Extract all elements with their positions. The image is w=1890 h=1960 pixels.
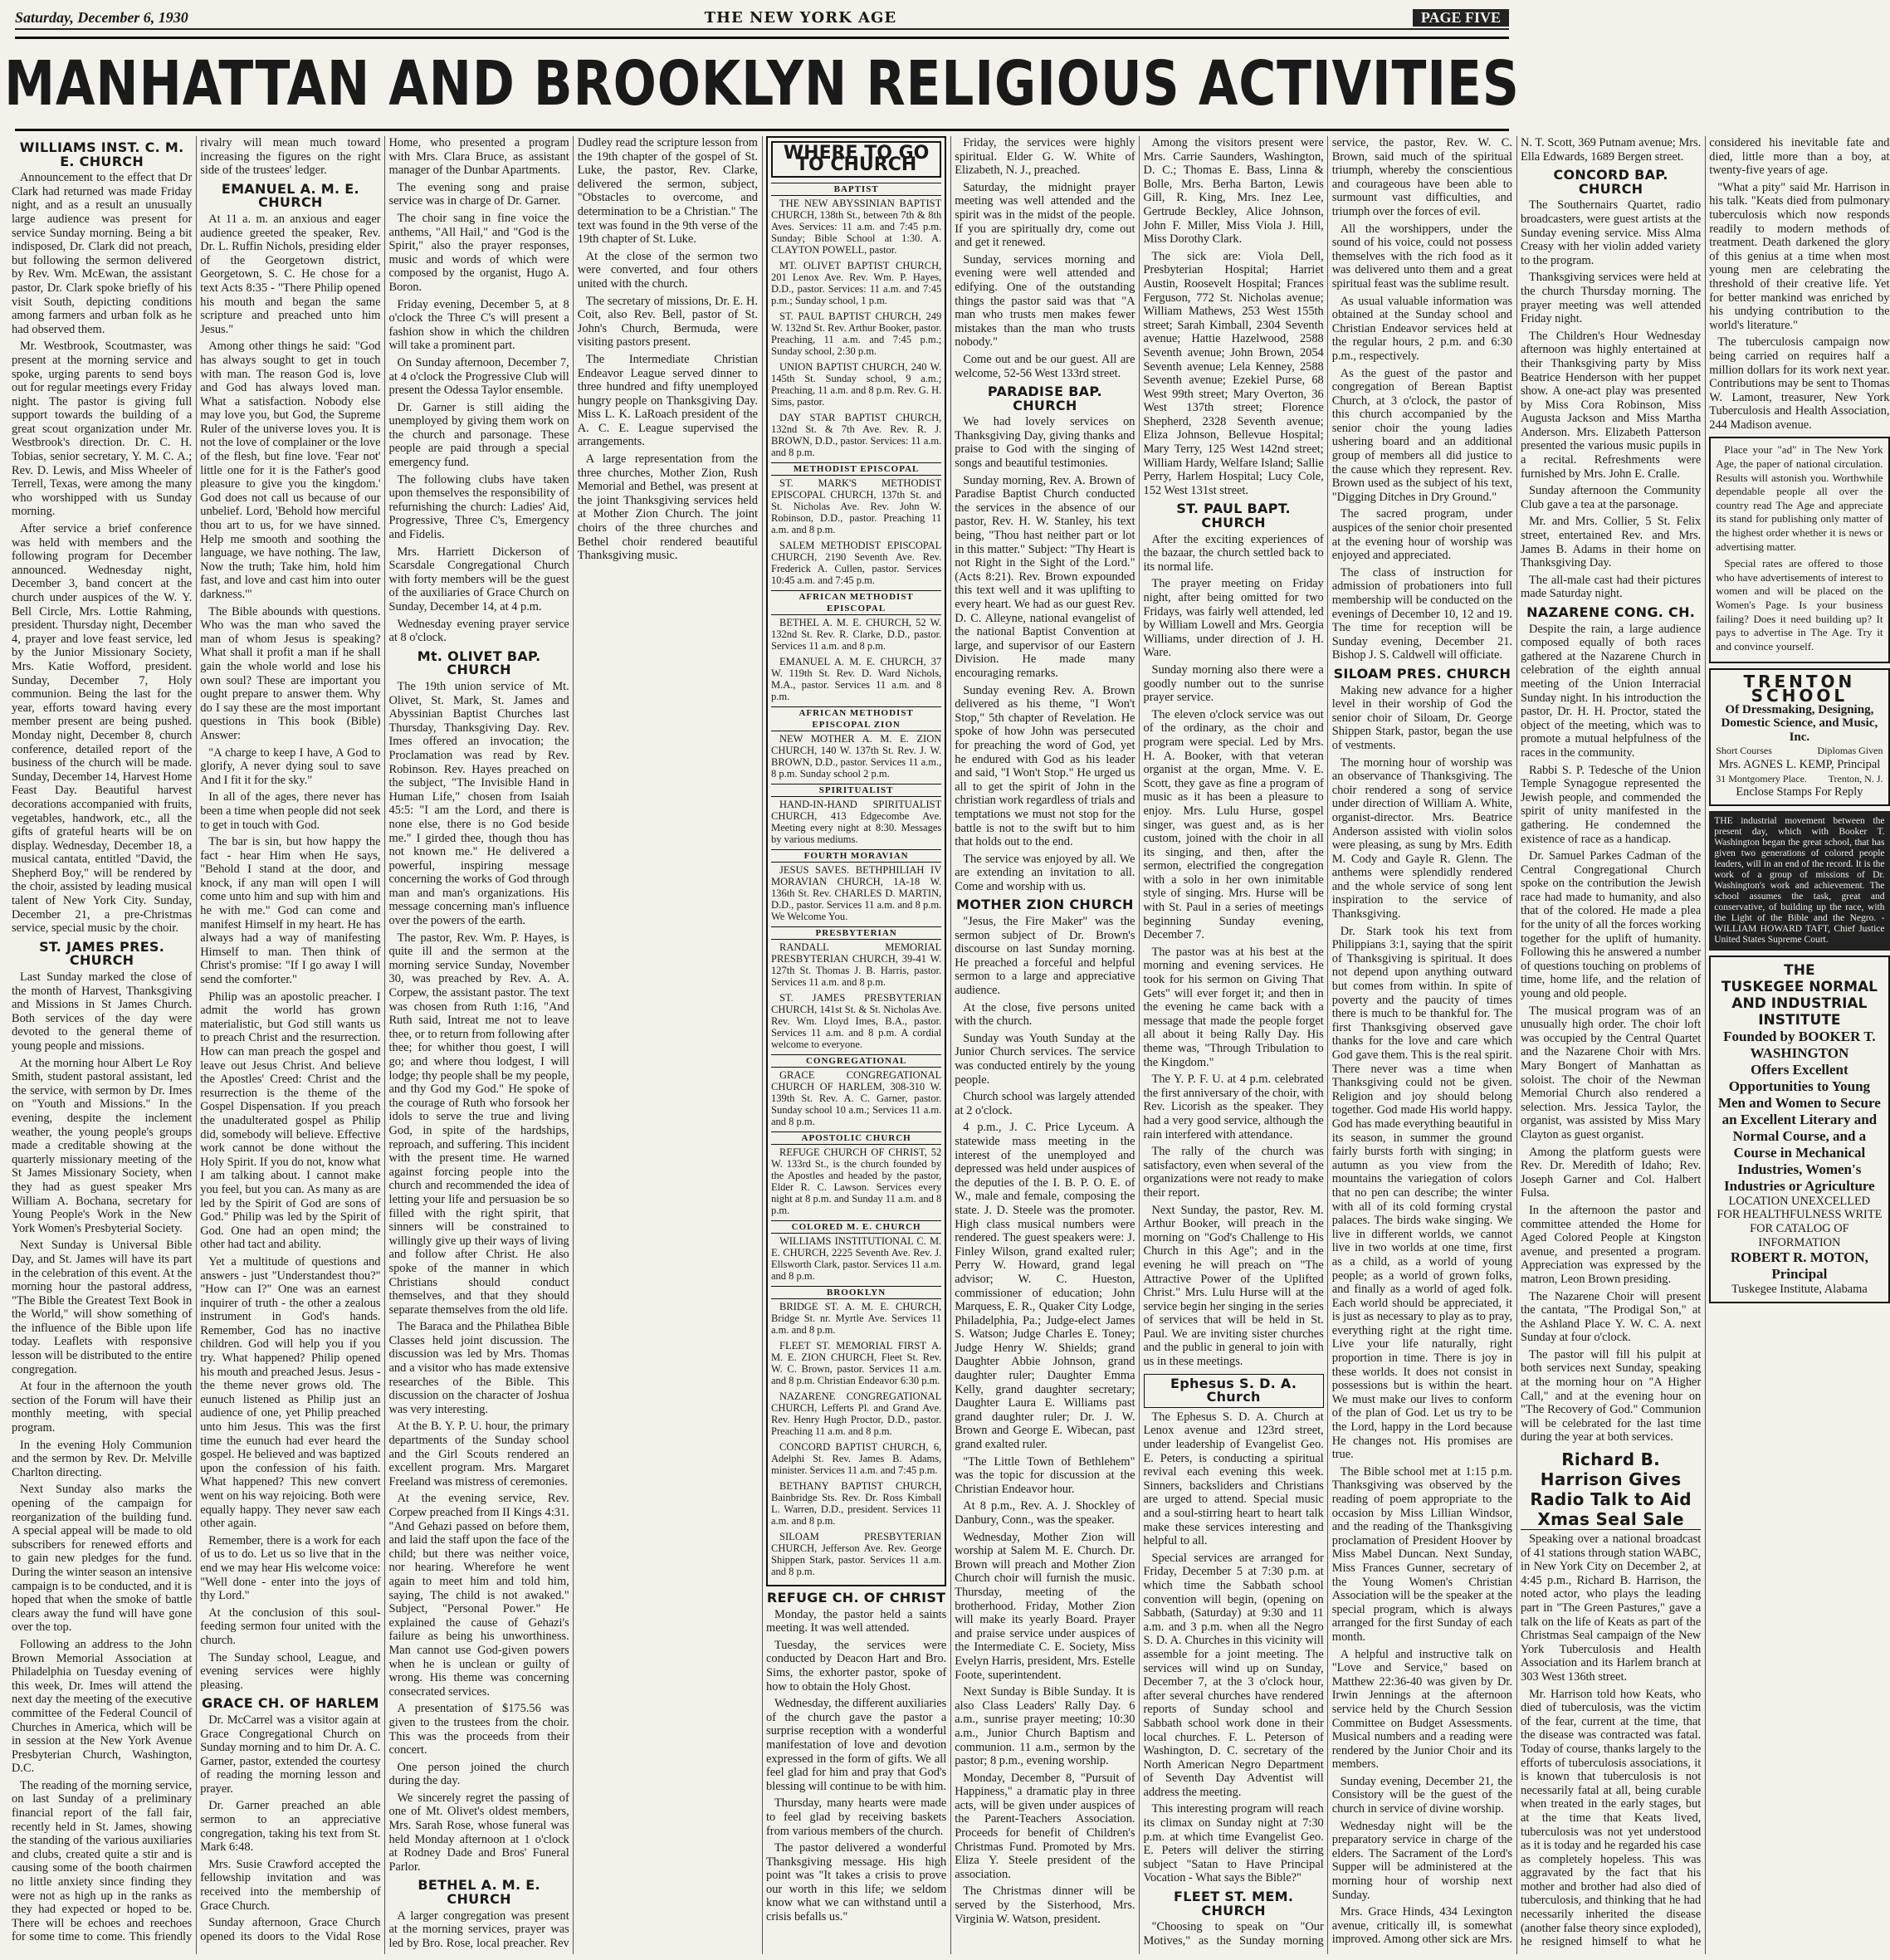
quote-text: THE industrial movement between the present day, which with Booker T. Washington began the great school, that has given two generations of colored people leaders, will in an end of the record. It is the work of a group of missions of Dr. Washington's work and achievement. The school assumes the task, great and conservative, of building up the race, with the Light of the Bible and the Negro. - WILLIAM HOWARD TAFT, Chief Justice United States Supreme Court. bbox=[1714, 815, 1885, 945]
directory-entry: THE NEW ABYSSINIAN BAPTIST CHURCH, 138th St., between 7th & 8th Aves. Services: 11 a.m. and 7:45 p.m. Sunday; Bible School at 1:30. A. CLAYTON POWELL, pastor. bbox=[771, 198, 942, 256]
directory-section-heading: COLORED M. E. CHURCH bbox=[771, 1220, 941, 1234]
article-headline: SILOAM PRES. CHURCH bbox=[1333, 665, 1512, 682]
article-paragraph: Dr. Garner preached an able sermon to an appreciative congregation, taking his text from St. Mark 6:48. bbox=[200, 1799, 381, 1855]
directory-entry: UNION BAPTIST CHURCH, 240 W. 145th St. Sunday school, 9 a.m.; Preaching, 11 a.m. and 8 p.m. Rev. G. H. Sims, pastor. bbox=[771, 361, 942, 408]
article-paragraph: Next Sunday is Universal Bible Day, and St. James will have its part in the celebration of this event. At the morning hour the pastoral address, "The Bible the Greatest Text Book in the World," will show something of the influence of the Bible upon life today. Leaflets with responsive lesson will be distributed to the entire congregation. bbox=[12, 1239, 193, 1376]
article-paragraph: Sunday evening, December 21, the Consistory will be the guest of the church in service of divine worship. bbox=[1331, 1774, 1512, 1816]
ad-short-courses: Short Courses bbox=[1716, 745, 1772, 757]
page-number: PAGE FIVE bbox=[1413, 9, 1509, 27]
directory-title: WHERE TO GO TO CHURCH bbox=[771, 141, 941, 178]
article-paragraph: The eleven o'clock service was out of the ordinary, as the choir and program were special. Led by Mrs. H. A. Booker, with that veteran organist at the organ, Mme. V. E. Scott, they gave as fine a program of music as it has been a pleasure to enjoy. Mrs. Lulu Hurse, gospel singer, was guest and, as is her custom, joined with the choir in all its singing, and then, after the sermon, electrified the congregation with a solo in her own inimitable style of singing. Mrs. Hurse will be with St. Paul in a series of meetings beginning Sunday evening, December 7. bbox=[1143, 707, 1324, 942]
article-paragraph: Mrs. Susie Crawford accepted the fellowship invitation and was received into the membership of Grace Church. bbox=[200, 1857, 381, 1913]
directory-entry: WILLIAMS INSTITUTIONAL C. M. E. CHURCH, 2225 Seventh Ave. Rev. J. Ellsworth Clark, pastor. Services 11 a.m. and 8 p.m. bbox=[771, 1235, 942, 1282]
article-paragraph: Dr. McCarrel was a visitor again at Grace Congregational Church on Sunday morning and to him Dr. A. C. Garner, pastor, extended the courtesy of reading the morning lesson and prayer. bbox=[200, 1713, 381, 1796]
article-paragraph: The following clubs have taken upon themselves the responsibility of refurnishing the church: Ladies' Aid, Progressive, Three C's, Emergency and Fidelis. bbox=[388, 472, 569, 542]
article-paragraph: The Bible abounds with questions. Who was the man who saved the man of whom Jesus is speaking? What shall it profit a man if he shall gain the whole world and lose his own soul? These are important you ought prepare to answer them. Why do I say these are the most important questions in This book (Bible) Answer: bbox=[200, 604, 381, 742]
article-paragraph: A presentation of $175.56 was given to the trustees from the choir. This was the proceeds from their concert. bbox=[388, 1702, 569, 1757]
article-concord bbox=[1521, 169, 1701, 601]
paper-name: THE NEW YORK AGE bbox=[704, 8, 897, 27]
article-headline: PARADISE BAP. CHURCH bbox=[987, 384, 1102, 413]
directory-entry: BETHANY BAPTIST CHURCH, Bainbridge Sts. Rev. Dr. Ross Kimball L. Warren, D.D., president. Services 11 a.m. and 8 p.m. bbox=[771, 1480, 942, 1527]
article-paragraph: The reading of the morning service, on last Sunday of a preliminary financial report of the fall fair, recently held in St. James, showing the standing of the various auxiliaries and clubs, created quite a stir and is causing some of the booth chairmen no little anxiety since finding they were not as high up in the ranks as they had expected or hoped to be. There will be echoes and reechoes for some time to come. This friendly rivalry will mean much toward increasing the figures on the right side of the trustees' ledger. bbox=[12, 136, 381, 1944]
article-paragraph: At the close of the sermon two were converted, and four others united with the church. bbox=[577, 249, 758, 291]
article-paragraph: As usual valuable information was obtained at the Sunday school and Christian Endeavor services held at the regular hours, 2 p.m. and 6:30 p.m., respectively. bbox=[1331, 294, 1512, 363]
article-paragraph: The bar is sin, but how happy the fact - hear Him when He says, "Behold I stand at the door, and knock, if any man will open I will come unto him and sup with him and he with me." God can come and manifest Himself in my heart. He has always had a way of manifesting Himself to man. Then think of Christ's promise: "If I go away I will send the comforter." bbox=[200, 835, 381, 987]
article-paragraph: The sick are: Viola Dell, Presbyterian Hospital; Harriet Austin, Roosevelt Hospital; Frances Ferguson, 772 St. Nicholas avenue; William Mathews, 253 West 155th street; Sarah Kimball, 2304 Seventh avenue; Hattie Hazelwood, 2588 Seventh avenue; John Brown, 2054 Seventh avenue; Lela Kenney, 2588 Seventh avenue; Ezekiel Purse, 68 West 99th street; Mary Overton, 36 West 137th street; Florence Shepherd, 2328 Seventh avenue; Eliza Johnson, Bellevue Hospital; Mary Terry, 125 West 142nd street; William Hardy, Welfare Island; Sallie Perry, Harlem Hospital; Lucy Cole, 152 West 131st street. bbox=[1143, 249, 1324, 497]
article-paragraph: Monday, December 8, "Pursuit of Happiness," a dramatic play in three acts, will be given under auspices of the Parent-Teachers Association. Proceeds for benefit of Children's Christmas Fund. Promoted by Mrs. Eliza Y. Steele president of the association. bbox=[955, 1771, 1135, 1881]
directory-section-congregational bbox=[771, 1054, 941, 1127]
article-headline: EMANUEL A. M. E. CHURCH bbox=[221, 180, 359, 211]
article-paragraph: Wednesday, the different auxiliaries of the church gave the pastor a surprise reception with a wonderful manifestation of love and devotion expressed in the form of gifts. We all feel glad for him and pray that God's blessing will continue to be with him. bbox=[766, 1697, 947, 1793]
taft-quote-box bbox=[1709, 811, 1889, 951]
directory-section-heading: CONGREGATIONAL bbox=[771, 1054, 941, 1068]
directory-entry: SALEM METHODIST EPISCOPAL CHURCH, 2190 Seventh Ave. Rev. Frederick A. Cullen, pastor. Services 10:45 a.m. and 7:45 p.m. bbox=[771, 540, 942, 586]
directory-section-apostolic bbox=[771, 1132, 941, 1216]
masthead bbox=[15, 7, 1509, 30]
article-paragraph: Mr. and Mrs. Collier, 5 St. Felix street, entertained Rev. and Mrs. James B. Adams in their home on Thanksgiving Day. bbox=[1521, 515, 1702, 570]
article-paragraph: Dr. Garner is still aiding the unemployed by giving them work on the church and parsonage. These people are paid through a special emergency fund. bbox=[388, 400, 569, 470]
article-headline: MOTHER ZION CHURCH bbox=[956, 897, 1134, 913]
article-paragraph: The pastor was at his best at the morning and evening services. He took for his sermon on Giving That Gets" will ever forget it; and then in the evening he came back with a message that made the people forget all about it being Rally Day. His theme was, "Through Tribulation to the Kingdom." bbox=[1143, 945, 1324, 1069]
directory-section-brooklyn bbox=[771, 1286, 941, 1577]
article-paragraph: The prayer meeting on Friday night, after being omitted for two Fridays, was fairly well attended, led by William Lowell and Mrs. Georgia Williams, under direction of J. H. Ware. bbox=[1143, 577, 1324, 660]
article-ephesus bbox=[1144, 1374, 1324, 1885]
directory-section-ame bbox=[771, 590, 941, 702]
issue-date: Saturday, December 6, 1930 bbox=[15, 8, 188, 26]
article-paragraph: The pastor delivered a wonderful Thanksgiving message. His high point was "It takes a crisis to prove our worth in this life; we seldom know what we can withstand until a crisis befalls us." bbox=[766, 1841, 947, 1924]
article-paragraph: The Bible school met at 1:15 p.m. Thanksgiving was observed by the reading of poem appropriate to the occasion by Miss Lillian Windsor, and the reading of the Thanksgiving proclamation of President Hoover by Miss Mabel Duncan. Next Sunday, Miss Frances Gunner, secretary of the Young Women's Christian Association will be the speaker at the special program, which is always arranged for the first Sunday of each month. bbox=[1331, 1464, 1512, 1644]
article-paragraph: Following an address to the John Brown Memorial Association at Philadelphia on Tuesday evening of this week, Dr. Imes will attend the next day the meeting of the executive committee of the Federal Council of Churches in America, which will be in session at the New York Avenue Presbyterian Church, Washington, D.C. bbox=[12, 1637, 193, 1776]
article-headline: ST. PAUL BAPT. CHURCH bbox=[1176, 501, 1291, 531]
ad-principal: Mrs. AGNES L. KEMP, Principal bbox=[1718, 757, 1881, 771]
article-paragraph: "A charge to keep I have, A God to glorify, A never dying soul to save And I fit it for the sky." bbox=[200, 745, 381, 787]
article-paragraph: At four in the afternoon the youth section of the Forum will have their monthly meeting, with special program. bbox=[12, 1380, 193, 1435]
article-emanuel bbox=[200, 180, 381, 1693]
page-banner bbox=[4, 37, 1520, 131]
article-paragraph: Last Sunday marked the close of the month of Harvest, Thanksgiving and Missions in St James Church. Both services of the day were devoted to the general theme of young people and missions. bbox=[12, 970, 193, 1053]
directory-section-heading: AFRICAN METHODIST EPISCOPAL bbox=[771, 590, 941, 615]
ad-row bbox=[1716, 772, 1883, 786]
article-paragraph: We had lovely services on Thanksgiving Day, giving thanks and praise to God with the singing of songs and beautiful testimonies. bbox=[955, 415, 1135, 471]
directory-section-heading: APOSTOLIC CHURCH bbox=[771, 1132, 941, 1145]
article-paragraph: The 19th union service of Mt. Olivet, St. Mark, St. James and Abyssinian Baptist Churches last Thursday, Thanksgiving Day. Rev. Imes offered an invocation; the Proclamation was read by Rev. Robinson. Rev. Hayes preached on the subject, "The Invisible Hand in Human Life," chosen from Isaiah 45:5: "I am the Lord, and there is none else, there is no God beside me." I girded thee, though thou has not known me." He delivered a powerful, inspiring message concerning the works of God through man and man's organizations. His message concerning man's influence over the powers of the earth. bbox=[388, 679, 569, 928]
article-headline: Ephesus S. D. A. Church bbox=[1144, 1374, 1324, 1408]
article-paragraph: Yet a multitude of questions and answers - just "Understandest thou?" "How can I?" One was an earnest inquirer of truth - the other a zealous instrument in God's hands. Remember, God has no inactive children. God will help you if you try. What happened? Philip opened his mouth and preached Jesus. Jesus - the theme never grows old. The eunuch listened as Philip just an audience of one, yet Philip preached unto him Jesus. This was the first time the eunuch had ever heard the gospel. He believed and was baptized upon the confession of his faith. What happened? This new convert went on his way rejoicing. Both were equally happy. They never saw each other again. bbox=[200, 1254, 381, 1531]
article-paragraph: The Christmas dinner will be served by the Sisterhood, Mrs. Virginia W. Watson, president. bbox=[955, 1884, 1135, 1926]
ad-principal: ROBERT R. MOTON, Principal bbox=[1730, 1249, 1868, 1283]
article-paragraph: Sunday evening Rev. A. Brown delivered as his theme, "I Won't Stop," 5th chapter of Revelation. He spoke of how John was persecuted for preaching the word of God, yet he endured with God as his leader and said, "I Won't Stop." He urged us all to get the spirit of John in the christian work regardless of trials and temptations we must not stop for the battle is not to the swift but to him that holds out to the end. bbox=[955, 683, 1135, 849]
article-paragraph: A large representation from the three churches, Mother Zion, Rush Memorial and Bethel, was present at the joint Thanksgiving services held at Mother Zion Church. The joint choirs of the three churches and Bethel choir rendered beautiful Thanksgiving music. bbox=[577, 452, 758, 563]
article-paragraph: After the exciting experiences of the bazaar, the church settled back to its normal life. bbox=[1143, 532, 1324, 574]
article-paragraph: "The Little Town of Bethlehem" was the topic for discussion at the Christian Endeavor hour. bbox=[955, 1454, 1135, 1496]
article-paragraph: The Children's Hour Wednesday afternoon was highly entertained at their Thanksgiving party by Miss Beatrice Henderson with her puppet show. A one-act play was presented by Miss Cora Robinson, Miss Augusta Jackson and Miss Martha Anderson. Mrs. Elizabeth Patterson presented the various music pupils in a recital. Refreshments were furnished by Mrs. John E. Cralle. bbox=[1521, 329, 1702, 481]
directory-entry: EMANUEL A. M. E. CHURCH, 37 W. 119th St. Rev. D. Ward Nichols, M.A., pastor. Services 11 a.m. and 8 p.m. bbox=[771, 656, 942, 702]
article-paragraph: Sunday was Youth Sunday at the Junior Church services. The service was conducted entirely by the young people. bbox=[955, 1031, 1135, 1087]
ad-the: THE bbox=[1784, 961, 1815, 979]
article-paragraph: Sunday morning, Rev. A. Brown of Paradise Baptist Church conducted the services in the absence of our pastor, Rev. H. W. Stanley, his text being, "Thou hast neither part or lot in this matter." Subject: "Thy Heart is not Right in the Sight of the Lord." (Acts 8:21). Rev. Brown expounded this text well and it was uplifting to every heart. We had as our guest Rev. D. C. Alleyne, national evangelist of the national Baptist Convention at large, and supervisor of our Eastern Division. He made many encouraging remarks. bbox=[955, 473, 1135, 680]
directory-section-baptist bbox=[771, 183, 941, 458]
article-paragraph: Sunday, services morning and evening were well attended and edifying. One of the outstanding things the pastor said was that "A man who trusts men makes fewer mistakes than the man who trusts nobody." bbox=[955, 252, 1135, 349]
article-paragraph: Rabbi S. P. Tedesche of the Union Temple Synagogue represented the Jewish people, and commended the spirit of unity manifested in the gathering. He condemned the existence of race as a handicap. bbox=[1521, 763, 1702, 846]
ad-offers: Offers Excellent Opportunities to Young Men and Women to Secure an Excellent Literary and Normal Course, and a Course in Mechanical Industries, Women's Industries or Agriculture bbox=[1717, 1061, 1881, 1194]
directory-entry: ST. PAUL BAPTIST CHURCH, 249 W. 132nd St. Rev. Arthur Booker, pastor. Preaching, 11 a.m. and 7:45 p.m.; Sunday school, 2:30 p.m. bbox=[771, 310, 942, 357]
article-paragraph: Thursday, many hearts were made to feel glad by receiving baskets from various members of the church. bbox=[766, 1796, 947, 1838]
directory-section-heading: SPIRITUALIST bbox=[771, 784, 941, 797]
article-paragraph: The choir sang in fine voice the anthems, "All Hail," and "God is the Spirit," also the prayer responses, music and words of which were composed by the organist, Hugo A. Boron. bbox=[388, 211, 569, 294]
article-paragraph: One person joined the church during the day. bbox=[388, 1760, 569, 1788]
article-headline: FLEET ST. MEM. CHURCH bbox=[1174, 1889, 1294, 1918]
article-paragraph: We sincerely regret the passing of one of Mt. Olivet's oldest members, Mrs. Sarah Rose, whose funeral was held Monday afternoon at 1 o'clock at Rodney Dade and Bros' Funeral Parlor. bbox=[388, 1791, 569, 1874]
article-paragraph: Friday, the services were highly spiritual. Elder G. W. White of Elizabeth, N. J., preached. bbox=[955, 136, 1135, 178]
ad-note: Enclose Stamps For Reply bbox=[1736, 785, 1863, 799]
article-headline: NAZARENE CONG. CH. bbox=[1526, 604, 1696, 620]
article-st-paul bbox=[1144, 502, 1324, 1368]
article-paragraph: The sacred program, under auspices of the senior choir presented at the evening hour of worship was enjoyed and appreciated. bbox=[1331, 507, 1512, 563]
ad-city: Trenton, N. J. bbox=[1828, 772, 1883, 784]
article-paragraph: Mr. Westbrook, Scoutmaster, was present at the morning service and spoke, urging parents to send boys out for regular meetings every Friday night. The pastor is giving full support towards the building of a great scout organization under Mr. Westbrook's direction. Dr. C. H. Tobias, senior secretary, Y. M. C. A.; Rev. D. Lewis, and Miss Wheeler of Terrell, Texas, were among the many who worshipped with us Sunday morning. bbox=[12, 340, 193, 519]
article-paragraph: This interesting program will reach its climax on Sunday night at 7:30 p.m. at which time Evangelist Geo. E. Peters will deliver the stirring subject "Satan to Have Principal Vocation - What says the Bible?" bbox=[1143, 1802, 1324, 1885]
directory-entry: DAY STAR BAPTIST CHURCH, 132nd St. & 7th Ave. Rev. R. J. BROWN, D.D., pastor. Services: 11 a.m. and 8 p.m. bbox=[771, 412, 942, 458]
article-paragraph: "What a pity" said Mr. Harrison in his talk. "Keats died from pulmonary tuberculosis which now responds readily to modern methods of treatment. Death darkened the glory of this genius at a time when most young men are celebrating the threshold of their creative life. Yet for better mankind was enriched by his undying contribution to the world's literature." bbox=[1709, 180, 1890, 332]
notice-text: Special rates are offered to those who have advertisements of interest to women and will be placed on the Women's Page. Is your business failing? Does it need building up? It pays to advertise in The Age. Try it and convince yourself. bbox=[1716, 557, 1883, 653]
article-paragraph: The evening song and praise service was in charge of Dr. Garner. bbox=[388, 180, 569, 208]
article-paragraph: The all-male cast had their pictures made Saturday night. bbox=[1521, 573, 1702, 601]
article-paragraph: A helpful and instructive talk on "Love and Service," based on Matthew 22:36-40 was given by Dr. Irwin Jennings at the afternoon service held by the Church Session Committee on Budget Assessments. Musical numbers and a reading were rendered by the Junior Choir and its members. bbox=[1331, 1647, 1512, 1772]
directory-entry: SILOAM PRESBYTERIAN CHURCH, Jefferson Ave. Rev. George Shippen Stark, pastor. Services 11 a.m. and 8 p.m. bbox=[771, 1531, 942, 1577]
article-paragraph: Monday, the pastor held a saints meeting. It was well attended. bbox=[766, 1607, 947, 1635]
article-paragraph: Sunday morning also there were a goodly number out to the sunrise prayer service. bbox=[1143, 662, 1324, 705]
trenton-school-ad bbox=[1709, 668, 1889, 805]
directory-section-heading: PRESBYTERIAN bbox=[771, 926, 941, 940]
article-paragraph: At 11 a. m. an anxious and eager audience greeted the speaker, Rev. Dr. L. Ruffin Nichols, presiding elder of the Georgetown district, Georgetown, S. C. He chose for a text Acts 8:35 - "There Philip opened his mouth and began the same scripture and preached unto him Jesus." bbox=[200, 212, 381, 336]
article-headline: GRACE CH. OF HARLEM bbox=[201, 1695, 379, 1712]
article-paragraph: At the conclusion of this soul-feeding sermon four united with the church. bbox=[200, 1606, 381, 1647]
article-paragraph: Next Sunday, the pastor, Rev. M. Arthur Booker, will preach in the morning on "God's Challenge to His Church in this Age"; and in the evening he will preach on "The Attractive Power of the Uplifted Christ." Mrs. Lulu Hurse will at the service begin her singing in the series of services that will be held in St. Paul. We are inviting sister churches and the public in general to join with us in these meetings. bbox=[1143, 1203, 1324, 1369]
directory-entry: RANDALL MEMORIAL PRESBYTERIAN CHURCH, 39-41 W. 127th St. Thomas J. B. Harris, pastor. Services 11 a.m. and 8 p.m. bbox=[771, 941, 942, 988]
article-olivet bbox=[389, 650, 569, 1874]
article-paragraph: In all of the ages, there never has been a time when people did not seek to get in touch with God. bbox=[200, 790, 381, 832]
article-headline: BETHEL A. M. E. CHURCH bbox=[418, 1877, 540, 1908]
article-paragraph: Come out and be our guest. All are welcome, 52-56 West 133rd street. bbox=[955, 352, 1135, 380]
article-paragraph: Remember, there is a work for each of us to do. Let us so live that in the end we may hear His welcome voice: "Well done - enter into the joys of thy Lord." bbox=[200, 1533, 381, 1603]
article-paragraph: Wednesday night will be the preparatory service in charge of the elders. The Sacrament of the Lord's Supper will be administered at the morning hour of worship next Sunday. bbox=[1331, 1819, 1512, 1902]
article-paragraph: Speaking over a national broadcast of 41 stations through station WABC, in New York City on December 2, at 4:45 p.m., Richard B. Harrison, the noted actor, who plays the leading part in "The Green Pastures," gave a talk on the life of Keats as part of the Christmas Seal campaign of the New York Tuberculosis and Health Association and its Harlem branch at 303 West 136th street. bbox=[1521, 1532, 1702, 1684]
directory-section-heading: BAPTIST bbox=[771, 183, 941, 196]
article-paragraph: Dr. Stark took his text from Philippians 3:1, saying that the spirit of Thanksgiving is spiritual. It does not depend upon anything outward but comes from within. In spite of poverty and the paucity of times there is much to be thankful for. The first Thanksgiving observed gave thanks for the love and care which God gave them. This is the real spirit. There never was a time when Thanksgiving could not be given. Religion and joy should belong together. God made His world happy. God has made everything beautiful in its season, in summer the ground fairly bursts forth with singing; in autumn as you view from the mountains the variegation of colors that no pen can describe; the winter with all of its cold forming crystal palaces. The birds wake singing. We live in different worlds, we cannot live in two worlds at one time, first as a child, as a world of young people; as a world of grown folks, and finally as a world of aged folk. Each world should be appreciated, it is just as necessary to play as to pray, everything right at the right time. Live your life naturally, right proportion in time. There is joy in these worlds. It does not consist in possessions but is within the heart. We must make our lives to conform of the plan of God. Let us try to be the Lord, happy in the Lord because He changes not. His promises are true. bbox=[1331, 924, 1512, 1462]
article-paragraph: On Sunday afternoon, December 7, at 4 o'clock the Progressive Club will present the Odessa Taylor ensemble. bbox=[388, 355, 569, 398]
article-paragraph: As the guest of the pastor and congregation of Berean Baptist Church, at 3 o'clock, the pastor of this church accompanied by the senior choir the young ladies ushering board and an additional group of members all did justice to the cause which they represent. Rev. Brown used as the subject of his text, "Digging Ditches in Dry Ground." bbox=[1331, 366, 1512, 504]
article-nazarene bbox=[1521, 606, 1701, 1444]
article-paragraph: Mr. Harrison told how Keats, who died of tuberculosis, was the victim of the fear, current at the time, that the disease was contracted was fatal. Today of course, thanks largely to the efforts of tuberculosis associations, it is known that tuberculosis is not necessarily fatal at all, being curable when treated in the early stages, but at the time that Keats lived, tuberculosis was not yet understood as it is today and he regarded his case as completely hopeless. This was aggravated by the fact that his mother and brother had also died of tuberculosis, and thinking that he had necessarily inherited the disease (another false theory since exploded), he resigned himself to what he considered his inevitable fate and died, little more than a boy, at twenty-five years of age. bbox=[1521, 136, 1890, 1949]
article-paragraph: Tuesday, the services were conducted by Deacon Hart and Bro. Sims, the exhorter pastor, spoke of how to obtain the Holy Ghost. bbox=[766, 1638, 947, 1694]
article-paragraph: The Sunday school, League, and evening services were highly pleasing. bbox=[200, 1650, 381, 1692]
article-paragraph: The musical program was of an unusually high order. The choir loft was occupied by the Central Quartet and the Nazarene Choir with Mrs. Mary Bongert of Manhattan as soloist. The choir of the Newman Memorial Church also rendered a selection. Mrs. Jessica Taylor, the organist, was assisted by Miss Mary Clayton as guest organist. bbox=[1521, 1004, 1702, 1141]
article-paragraph: 4 p.m., J. C. Price Lyceum. A statewide mass meeting in the interest of the unemployed and depressed was held under auspices of the deputies of the I. B. P. O. E. of W., male and female, composing the state. J. D. Steele was the promoter. High class musical numbers were rendered. The guest speakers were: J. Finley Wilson, grand exalted ruler; Perry W. Howard, grand legal advisor; W. C. Hueston, commissioner of education; John Marquess, E. R., Quaker City Lodge, Philadelphia, Pa.; Judge-elect James S. Watson; Judge Charles E. Toney; Judge Henry W. Shields; grand Daughter Abbie Johnson, grand daughter ruler; Daughter Emma Kelly, grand daughter secretary; Daughter Laura E. Williams past grand daughter ruler; Dr. J. W. Brown and George E. Wibecan, past grand exalted ruler. bbox=[955, 1121, 1135, 1452]
article-paradise bbox=[955, 385, 1135, 893]
article-paragraph: In the evening Holy Communion and the sermon by Rev. Dr. Melville Charlton directing. bbox=[12, 1438, 193, 1479]
article-paragraph: Special services are arranged for Friday, December 5 at 7:30 p.m. at which time the Sabbath school convention will begin, (opening on Sabbath, (Saturday) at 9:30 and 11 a.m. and 3 p.m. when all the Negro S. D. A. Churches in this vicinity will assemble for a joint meeting. The services will wind up on Sunday, December 7, at the 3 o'clock hour, after several churches have rendered reports of Sunday school and Sabbath school work done in their local churches. F. L. Peterson of Washington, D. C. secretary of the North American Negro Department of Seventh Day Adventist will address the meeting. bbox=[1143, 1551, 1324, 1799]
article-paragraph: In the afternoon the pastor and committee attended the Home for Aged Colored People at Kingston avenue, and presented a program. Appreciation was expressed by the matron, Leon Brown presiding. bbox=[1521, 1203, 1702, 1286]
directory-section-heading: METHODIST EPISCOPAL bbox=[771, 462, 941, 476]
tuskegee-ad bbox=[1709, 956, 1889, 1303]
article-paragraph: Among other things he said: "God has always sought to get in touch with man. The reason God is, love and God has always loved man. What a satisfaction. Nobody else may love you, but God, the Supreme Ruler of the universe loves you. It is not the love of complainer or the love of the flesh, but fine love. 'Fear not' little one for it is the Father's good pleasure to give you the kingdom.' God does not call us because of our unbelief. Lord, 'Behold how merciful thou art to us, for we have sinned. Help me smooth and soothing the language, we have nothing. The law, Now the truth; Take him, hold him fast, and love and cast him into outer darkness.'" bbox=[200, 340, 381, 601]
directory-section-moravian bbox=[771, 849, 941, 922]
ad-address: 31 Montgomery Place. bbox=[1716, 772, 1807, 784]
directory-entry: ST. JAMES PRESBYTERIAN CHURCH, 141st St. & St. Nicholas Ave. Rev. Wm. Lloyd Imes, B.A., pastor. Services 11 a.m. and 8 p.m. A cordial welcome to everyone. bbox=[771, 992, 942, 1050]
directory-entry: GRACE CONGREGATIONAL CHURCH OF HARLEM, 308-310 W. 139th St. Rev. A. C. Garner, pastor. Sunday school 10 a.m.; Services 11 a.m. and 8 p.m. bbox=[771, 1069, 942, 1127]
article-paragraph: The secretary of missions, Dr. E. H. Coit, also Rev. Bell, pastor of St. John's Church, Bermuda, were visiting pastors present. bbox=[577, 294, 758, 349]
article-paragraph: Among the visitors present were Mrs. Carrie Saunders, Washington, D. C.; Thomas E. Bass, Linna & Bolle, Mrs. Berha Barton, Lewis Gill, R. King, Mrs. Inez Lee, Gertrude Beckley, Alice Johnson, John F. Miller, Miss Viola J. Hill, Miss Dorothy Clark. bbox=[1143, 136, 1324, 247]
article-paragraph: The Baraca and the Philathea Bible Classes held joint discussion. The discussion was led by Mrs. Thomas and a visitor who has made extensive researches of the Bible. This discussion on the character of Joshua was very interesting. bbox=[388, 1320, 569, 1416]
article-paragraph: Church school was largely attended at 2 o'clock. bbox=[955, 1090, 1135, 1117]
directory-section-spiritualist bbox=[771, 784, 941, 845]
article-paragraph: Announcement to the effect that Dr Clark had returned was made Friday night, and as a result an unusually large audience was present for service Sunday morning. Being a bit indisposed, Dr. Clark did not preach, but following the sermon delivered by Rev. Wm. McEwan, the assistant pastor, Dr. Clark spoke briefly of his visit South, depicting conditions among farmers and urban folk as he had observed them. bbox=[12, 171, 193, 336]
article-paragraph: Dr. Samuel Parkes Cadman of the Central Congregational Church spoke on the contribution the Jewish race had made to humanity, and also that of the colored. He made a plea for the unity of all the forces working together for the uplift of humanity. Following this he answered a number of questions touching on problems of time, home life, and the relation of young and old people. bbox=[1521, 849, 1702, 1001]
article-paragraph: The service was enjoyed by all. We are extending an invitation to all. Come and worship with us. bbox=[955, 852, 1135, 893]
article-paragraph: The pastor will fill his pulpit at both services next Sunday, speaking at the morning hour on "A Higher Call," and at the evening hour on "The Recovery of God." Communion will be celebrated for the last time during the year at both services. bbox=[1521, 1347, 1702, 1444]
article-headline: CONCORD BAP. CHURCH bbox=[1553, 167, 1668, 197]
article-paragraph: Making new advance for a higher level in their worship of God the senior choir of Siloam, Dr. George Shippen Stark, pastor, began the use of vestments. bbox=[1331, 683, 1512, 752]
article-paragraph: At the evening service, Rev. Corpew preached from II Kings 4:31. "And Gehazi passed on before them, and laid the staff upon the face of the child; but there was neither voice, nor hearing. Wherefore he went again to meet him and told him, saying, The child is not awaked." Subject, "Personal Power." He explained the cause of Gehazi's failure as being his unworthiness. Man cannot use God-given powers when he is unclean or guilty of wrong. His theme was concerning consecrated services. bbox=[388, 1492, 569, 1699]
directory-section-amez bbox=[771, 706, 941, 780]
directory-entry: JESUS SAVES. BETHPHILIAH IV MORAVIAN CHURCH, 1A-18 W. 136th St. Rev. CHARLES D. MARTIN, D.D., pastor. Services 11 a.m. and 8 p.m. We Welcome You. bbox=[771, 864, 942, 922]
directory-section-heading: AFRICAN METHODIST EPISCOPAL ZION bbox=[771, 706, 941, 731]
article-paragraph: Philip was an apostolic preacher. I admit the world has grown materialistic, but God still wants us to preach Christ and the resurrection. How can man preach the gospel and leave out Jesus Christ. And believe the Apostles' Creed: Christ and the resurrection is the theme of the Gospel Dispensation. If you preach the unadulterated gospel as Philip did, somebody will believe. Effective work cannot be done without the Holy Spirit. If you do not, know what I am talking about. I cannot make you feel, but you can. As many as are led by the Spirit of God are sons of God." Philip was led by the Spirit of God. One had an open mind; the other had tact and ability. bbox=[200, 990, 381, 1252]
article-headline: WILLIAMS INST. C. M. E. CHURCH bbox=[19, 139, 184, 169]
article-paragraph: At 8 p.m., Rev. A. J. Shockley of Danbury, Conn., was the speaker. bbox=[955, 1499, 1135, 1527]
article-paragraph: Next Sunday also marks the opening of the campaign for reorganization of the building fund. A special appeal will be made to old subscribers for renewed efforts and to gain new pledges for the fund. During the winter season an intensive campaign is to be conducted, and it is hoped that when the smoke of battle clears away the fund will have gone over the top. bbox=[12, 1483, 193, 1635]
ad-founder: Founded by BOOKER T. WASHINGTON bbox=[1723, 1028, 1876, 1061]
article-paragraph: "Choosing to speak on "Our Motives," as the Sunday morning service, the pastor, Rev. W. C. Brown, said much of the spiritual triumph, whereby the conscientious and courageous have been able to surmount vast difficulties, and triumph over the forces of evil. bbox=[1143, 136, 1512, 1948]
article-paragraph: The Southernairs Quartet, radio broadcasters, were guest artists at the Sunday evening service. Miss Alma Creasy with her violin added variety to the program. bbox=[1521, 198, 1702, 267]
directory-entry: CONCORD BAPTIST CHURCH, 6, Adelphi St. Rev. James B. Adams, minister. Services 11 a.m. and 7:45 p.m. bbox=[771, 1441, 942, 1476]
ad-diplomas: Diplomas Given bbox=[1817, 745, 1883, 757]
article-columns bbox=[12, 136, 1890, 1954]
article-paragraph: The tuberculosis campaign now being carried on requires half a million dollars for its work next year. Contributions may be sent to Thomas W. Lamont, treasurer, New York Tuberculosis and Health Association, 244 Madison avenue. bbox=[1709, 335, 1890, 432]
banner-title: MANHATTAN AND BROOKLYN RELIGIOUS ACTIVITIES bbox=[4, 48, 1520, 120]
ad-subtitle: Of Dressmaking, Designing, Domestic Science, and Music, Inc. bbox=[1721, 702, 1878, 744]
article-paragraph: The Nazarene Choir will present the cantata, "The Prodigal Son," at the Ashland Place Y. W. C. A. next Sunday at four o'clock. bbox=[1521, 1289, 1702, 1345]
article-paragraph: Wednesday evening prayer service at 8 o'clock. bbox=[388, 617, 569, 645]
directory-entry: HAND-IN-HAND SPIRITUALIST CHURCH, 413 Edgecombe Ave. Meeting every night at 8:30. Messages by various mediums. bbox=[771, 799, 942, 845]
article-paragraph: The pastor, Rev. Wm. P. Hayes, is quite ill and the sermon at the morning service Sunday, November 30, was preached by Rev. A. A. Corpew, the assistant pastor. The text was chosen from Ruth 1:16, "And Ruth said, Intreat me not to leave thee, or to return from following after thee; for whither thou goest, I will go; and where thou lodgest, I will lodge; thy people shall be my people, and thy God my God." He spoke of the courage of Ruth who forsook her idols to serve the true and living God, in spite of the hardships, reproach, and suffering. This incident with the present time. He warned against forcing people into the church and recommended the idea of letting your life and persuasion be so filled with the right spirit, that sinners will be constrained to willingly give up their ways of living and follow after Christ. He also spoke of the manner in which Christians should conduct themselves, and that they should separate themselves from the old life. bbox=[388, 931, 569, 1317]
article-paragraph: All the worshippers, under the sound of his voice, could not possess themselves with the rich food as it was delivered unto them and a great spiritual feast was the sublime result. bbox=[1331, 222, 1512, 291]
article-paragraph: The rally of the church was satisfactory, even when several of the organizations were not ready to make their report. bbox=[1143, 1145, 1324, 1200]
ad-row bbox=[1716, 744, 1883, 758]
article-paragraph: A larger congregation was present at the morning services, prayer was led by Bro. Rose, local preacher. Rev Dudley read the scripture lesson from the 19th chapter of the gospel of St. Luke, the pastor, Rev. Clarke, delivered the sermon, subject, "Obstacles to overcome, and determination to be a Christian." The text was found in the 9th verse of the 19th chapter of St. Luke. bbox=[388, 136, 758, 1950]
article-paragraph: Next Sunday is Bible Sunday. It is also Class Leaders' Rally Day. 6 a.m., sunrise prayer meeting; 10:30 a.m., Junior Church Baptism and communion. 11 a.m., sermon by the pastor; 8 p.m., evening worship. bbox=[955, 1685, 1135, 1768]
article-paragraph: The Y. P. F. U. at 4 p.m. celebrated the first anniversary of the choir, with Rev. Licorish as the speaker. They had a very good service, although the rain interfered with attendance. bbox=[1143, 1073, 1324, 1141]
directory-section-cme bbox=[771, 1220, 941, 1282]
article-paragraph: The Intermediate Christian Endeavor League served dinner to three hundred and fifty unemployed hungry people on Thanksgiving Day. Miss L. K. LaRoach president of the A. C. E. League supervised the arrangements. bbox=[577, 352, 758, 449]
article-paragraph: Friday evening, December 5, at 8 o'clock the Three C's will present a fashion show in which the children will take a prominent part. bbox=[388, 297, 569, 353]
article-paragraph: At the B. Y. P. U. hour, the primary departments of the Sunday school and the Girl Scouts rendered an excellent program. Mrs. Margaret Freeland was mistress of ceremonies. bbox=[388, 1420, 569, 1488]
directory-entry: MT. OLIVET BAPTIST CHURCH, 201 Lenox Ave. Rev. Wm. P. Hayes, D.D., pastor. Services: 11 a.m. and 7:45 p.m.; Sunday school, 1 p.m. bbox=[771, 260, 942, 306]
article-paragraph: The Ephesus S. D. A. Church at Lenox avenue and 123rd street, under leadership of Evangelist Geo. E. Peters, is conducting a spiritual revival each evening this week. Sinners, backsliders and Christians are urged to attend. Special music and a soul-stirring heart to heart talk make these services interesting and helpful to all. bbox=[1143, 1410, 1324, 1548]
article-paragraph: The morning hour of worship was an observance of Thanksgiving. The choir rendered a song of service under direction of William A. White, organist-director. Mrs. Beatrice Anderson assisted with violin solos were pleasing, as sung by Mrs. Edith M. Cody and Gayle R. Glenn. The anthems were splendidly rendered and the whole service of song lent inspiration to the service of Thanksgiving. bbox=[1331, 755, 1512, 921]
advertising-notice bbox=[1709, 437, 1889, 663]
ad-place: Tuskegee Institute, Alabama bbox=[1731, 1283, 1868, 1297]
where-to-go-to-church-directory bbox=[766, 136, 946, 1586]
article-paragraph: Mrs. Grace Hinds, 434 Lexington avenue, critically ill, is somewhat improved. Among other sick are Mrs. N. T. Scott, 369 Putnam avenue; Mrs. Ella Edwards, 1689 Bergen street. bbox=[1331, 136, 1702, 1947]
article-headline: Mt. OLIVET BAP. CHURCH bbox=[417, 648, 541, 678]
directory-entry: NAZARENE CONGREGATIONAL CHURCH, Lefferts Pl. and Grand Ave. Rev. Henry Hugh Proctor, D.D., pastor. Preaching 11 a.m. and 8 p.m. bbox=[771, 1391, 942, 1437]
article-paragraph: At the morning hour Albert Le Roy Smith, student pastoral assistant, led the service, with sermon by Dr. Imes on "Youth and Missions." In the evening, despite the inclement weather, the young people's groups made a creditable showing at the quarterly missionary meeting of the St James Missionary Society, when they had as guest speaker Mrs William A. Bochana, secretary for Young People's Work in the New York Women's Presbyterial Society. bbox=[12, 1056, 193, 1235]
article-headline: REFUGE CH. OF CHRIST bbox=[766, 1590, 946, 1606]
directory-entry: REFUGE CHURCH OF CHRIST, 52 W. 133rd St., is the church founded by the Apostles and headed by the pastor, Elder R. C. Lawson. Services every night at 8 p.m. and Sunday 11 a.m. and 8 p.m. bbox=[771, 1146, 942, 1216]
article-paragraph: Thanksgiving services were held at the church Thursday morning. The prayer meeting was well attended Friday night. bbox=[1521, 271, 1702, 326]
directory-entry: BRIDGE ST. A. M. E. CHURCH, Bridge St. nr. Myrtle Ave. Services 11 a.m. and 8 p.m. bbox=[771, 1301, 942, 1336]
directory-section-presbyterian bbox=[771, 926, 941, 1050]
directory-entry: NEW MOTHER A. M. E. ZION CHURCH, 140 W. 137th St. Rev. J. W. BROWN, D.D., pastor. Services 11 a.m., 8 p.m. Sunday school 2 p.m. bbox=[771, 733, 942, 780]
directory-section-methodist bbox=[771, 462, 941, 586]
article-paragraph: At the close, five persons united with the church. bbox=[955, 1000, 1135, 1029]
directory-entry: BETHEL A. M. E. CHURCH, 52 W. 132nd St. Rev. R. Clarke, D.D., pastor. Services 11 a.m. and 8 p.m. bbox=[771, 617, 942, 652]
article-paragraph: Saturday, the midnight prayer meeting was well attended and the spirit was in the midst of the people. If you are spiritually dry, come out and get it renewed. bbox=[955, 180, 1135, 250]
article-paragraph: Sunday afternoon the Community Club gave a tea at the parsonage. bbox=[1521, 484, 1702, 511]
article-williams bbox=[12, 141, 192, 936]
ad-institute-name: TUSKEGEE NORMAL AND INDUSTRIAL INSTITUTE bbox=[1721, 978, 1878, 1029]
article-paragraph: After service a brief conference was held with members and the following program for December announced. Wednesday night, December 3, band concert at the church under auspices of the W. Y. Bell Circle, Mrs. Lottie Rahming, president. Thursday night, December 4, prayer and love feast service, led by the Junior Missionary Society, Mrs. Katie Wofford, president. Sunday, December 7, Holy communion. Being the last for the year, efforts toward having every member present are being pushed. Monday night, December 8, church conference, detailed report of the business of the church will be made. Sunday, December 14, Harvest Home Feast Day. Beautiful harvest decorations accompanied with fruits, vegetables, handwork, etc., all the gifts of grateful hearts will be on display. Wednesday, December 18, a musical cantata, entitled "David, the Shepherd Boy," will be rendered by the choir, assisted by leading musical talent of New York City. Sunday, December 21, a pre-Christmas service, special music by the choir. bbox=[12, 522, 193, 936]
directory-entry: ST. MARK'S METHODIST EPISCOPAL CHURCH, 137th St. and St. Nicholas Ave. Rev. John W. Robinson, D.D., pastor. Preaching 11 a.m. and 8 p.m. bbox=[771, 477, 942, 535]
directory-section-heading: BROOKLYN bbox=[771, 1286, 941, 1299]
directory-entry: FLEET ST. MEMORIAL FIRST A. M. E. ZION CHURCH, Fleet St. Rev. W. C. Brown, pastor. Services 11 a.m. and 8 p.m. Christian Endeavor 6:30 p.m. bbox=[771, 1340, 942, 1386]
article-paragraph: Among the platform guests were Rev. Dr. Meredith of Idaho; Rev. Joseph Garner and Col. Halbert Fulsa. bbox=[1521, 1145, 1702, 1200]
ad-location: LOCATION UNEXCELLED FOR HEALTHFULNESS WRITE FOR CATALOG OF INFORMATION bbox=[1717, 1194, 1883, 1249]
article-headline: ST. JAMES PRES. CHURCH bbox=[39, 938, 165, 969]
article-paragraph: Sunday afternoon, Grace Church opened its doors to the Vidal Rose Home, who presented a program with Mrs. Clara Bruce, as assistant manager of the Dunbar Apartments. bbox=[200, 136, 569, 1943]
article-headline: Richard B. Harrison Gives Radio Talk to Aid Xmas Seal Sale bbox=[1521, 1449, 1701, 1530]
ad-title: TRENTON SCHOOL bbox=[1743, 672, 1856, 706]
article-paragraph: The class of instruction for admission of probationers into full membership will be conducted on the evenings of December 10, 12 and 19. The time for reception will be Sunday evening, December 21. Bishop J. S. Caldwell will officiate. bbox=[1331, 565, 1512, 662]
article-paragraph: Mrs. Harriett Dickerson of Scarsdale Congregational Church with forty members will be the guest of the auxiliaries of Grace Church on Sunday, December 14, at 4 p.m. bbox=[388, 545, 569, 613]
article-paragraph: Wednesday, Mother Zion will worship at Salem M. E. Church. Dr. Brown will preach and Mother Zion Church choir will furnish the music. Thursday, meeting of the brotherhood. Friday, Mother Zion will make its yearly Board. Prayer and praise service under auspices of the Intermediate C. E. Society, Miss Evelyn Harris, president, Mrs. Estelle Foote, superintendent. bbox=[955, 1530, 1135, 1682]
directory-section-heading: FOURTH MORAVIAN bbox=[771, 849, 941, 863]
article-paragraph: "Jesus, the Fire Maker" was the sermon subject of Dr. Brown's discourse on last Sunday morning. He preached a forceful and helpful sermon to a large and appreciative audience. bbox=[955, 915, 1135, 998]
article-paragraph: Despite the rain, a large audience composed equally of both races gathered at the Nazarene Church in celebration of the eighth annual meeting of the Union Interracial Sunday night. In his introduction the pastor, Dr. H. H. Proctor, stated the object of the meeting, which was to promote a mutual helpfulness of the races in the community. bbox=[1521, 622, 1702, 760]
notice-text: Place your "ad" in The New York Age, the paper of national circulation. Results will astonish you. Worthwhile dependable people all over the country read The Age and appreciate its stand for publishing only matter of the highest order whether it is news or advertising matter. bbox=[1716, 443, 1883, 553]
